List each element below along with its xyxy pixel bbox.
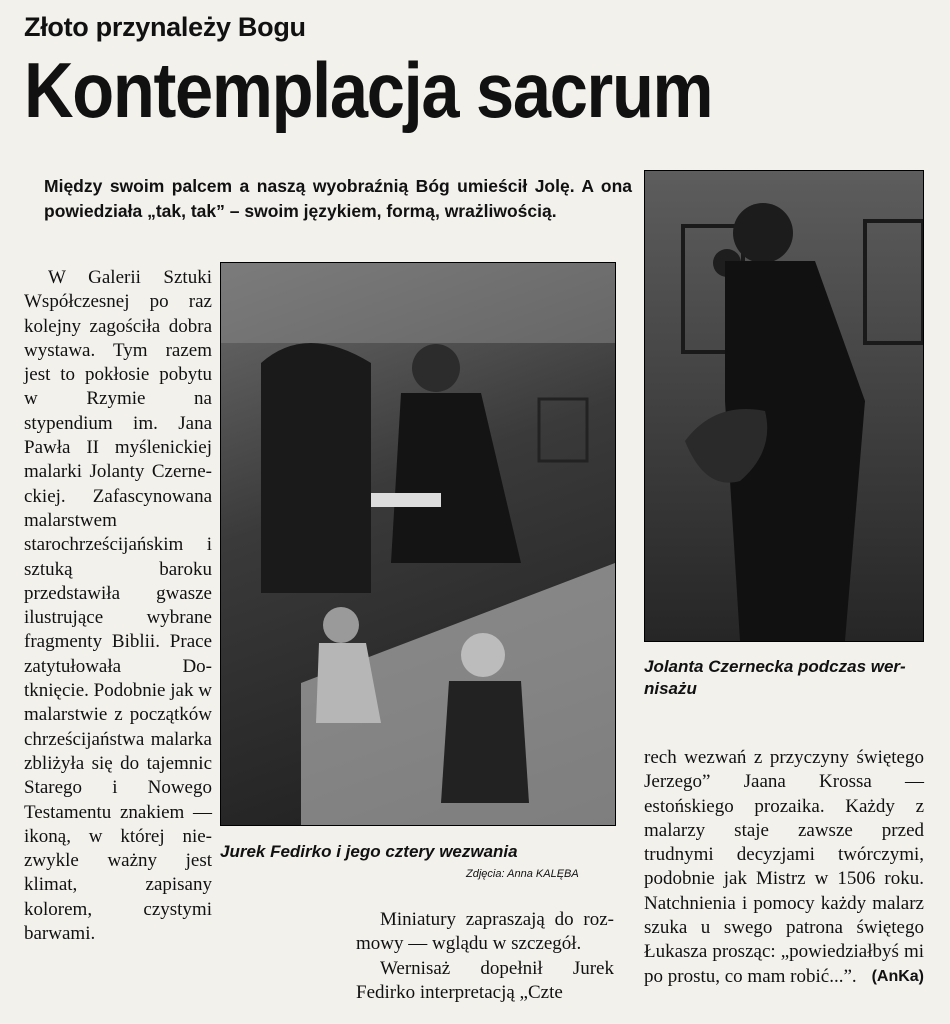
column-right: [644, 746, 924, 989]
photo-main-image: [221, 263, 615, 825]
body-paragraph: W Galerii Sztuki Współczesnej po raz kolejny zagościła dobra wystawa. Tym razem jest to pokłosie pobytu w Rzymie na stypendium im. Jana Pawła II myślenickiej malarki Jolanty Czerneckiej. Zafascynowana malarstwem starochrześcijańskim i sztuką baroku przedstawiła gwasze ilustrujące wybrane fragmenty Biblii. Prace zatytułowała Dotknięcie. Podobnie jak w malarstwie z początków chrześcijaństwa malarka zbliżyła się do tajemnic Starego i Nowego Testamentu znakiem — ikoną, w której niezwykle ważny jest klimat, zapisany kolorem, czystymi barwami.: [24, 267, 212, 945]
headline: Kontemplacja sacrum: [24, 46, 713, 134]
photo-main: [220, 262, 616, 826]
photo-side: [644, 170, 924, 642]
kicker: Złoto przynależy Bogu: [24, 12, 306, 42]
column-left: [24, 266, 212, 946]
lead-paragraph: Między swoim palcem a naszą wyobraźnią Bóg umieścił Jolę. A ona powiedziała „tak, tak” – swoim językiem, formą, wrażliwością.: [44, 176, 632, 221]
body-text: rech wezwań z przyczyny świętego Jerzego” Jaana Krossa — estońskiego prozaika. Każdy z malarzy staje zawsze przed trudnymi decyzjami twórczymi, podobnie jak Mistrz w 1506 roku. Natchnienia i pomocy każdy malarz szuka u swego patrona świętego Łukasza prosząc: „powiedziałbyś mi po prostu, co mam robić...”.: [644, 747, 924, 987]
body-paragraph: Miniatury zapraszają do rozmowy — wglądu w szczegół.: [356, 909, 614, 955]
body-paragraph: [644, 746, 924, 989]
body-paragraph: Wernisaż dopełnił Jurek Fedirko interpretacją „Czte: [356, 957, 614, 1003]
photo-main-caption: Jurek Fedirko i jego cztery wezwania: [220, 842, 518, 861]
author-signature: (AnKa): [871, 967, 924, 985]
photo-side-caption: Jolanta Czernecka podczas wernisażu: [644, 657, 906, 698]
column-middle: [356, 908, 614, 1005]
photo-credit: Zdjęcia: Anna KALĘBA: [466, 868, 579, 880]
photo-side-image: [645, 171, 923, 641]
